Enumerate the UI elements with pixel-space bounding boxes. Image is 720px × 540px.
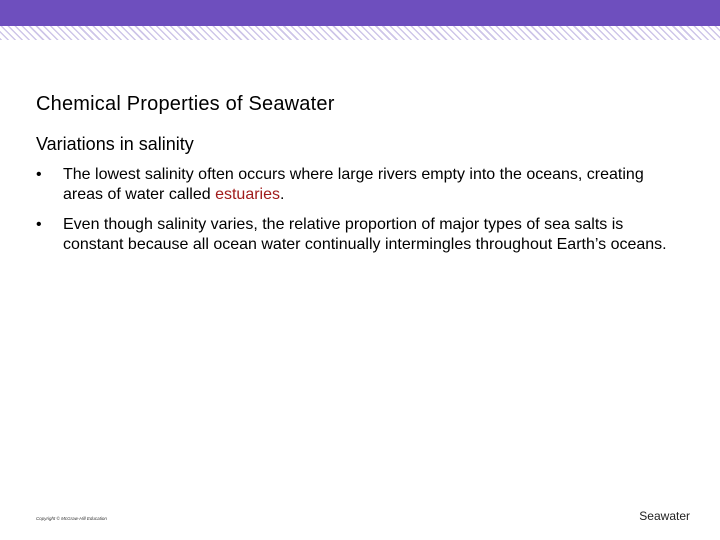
- bullet-item-estuaries: [36, 165, 676, 205]
- estuaries-term: estuaries: [215, 186, 280, 203]
- bullet-icon: •: [36, 166, 42, 183]
- footer-section-label: Seawater: [639, 509, 690, 523]
- copyright-notice: Copyright © McGraw-Hill Education: [36, 516, 107, 521]
- bullet-text-start: The lowest salinity often occurs where large rivers empty into the oceans, creating areas of water called: [63, 166, 644, 203]
- bullet-icon: •: [36, 216, 42, 233]
- bullet-item-proportion: [36, 215, 676, 255]
- bullet-text-end: .: [280, 186, 285, 203]
- slide-subtitle: Variations in salinity: [36, 134, 194, 154]
- slide-title: Chemical Properties of Seawater: [36, 93, 335, 115]
- bullet-list: [36, 165, 676, 265]
- header-bar: [0, 0, 720, 26]
- header-stripe-pattern: [0, 26, 720, 40]
- bullet-text: Even though salinity varies, the relative proportion of major types of sea salts is constant because all ocean water continually intermingles throughout Earth’s oceans.: [63, 216, 667, 253]
